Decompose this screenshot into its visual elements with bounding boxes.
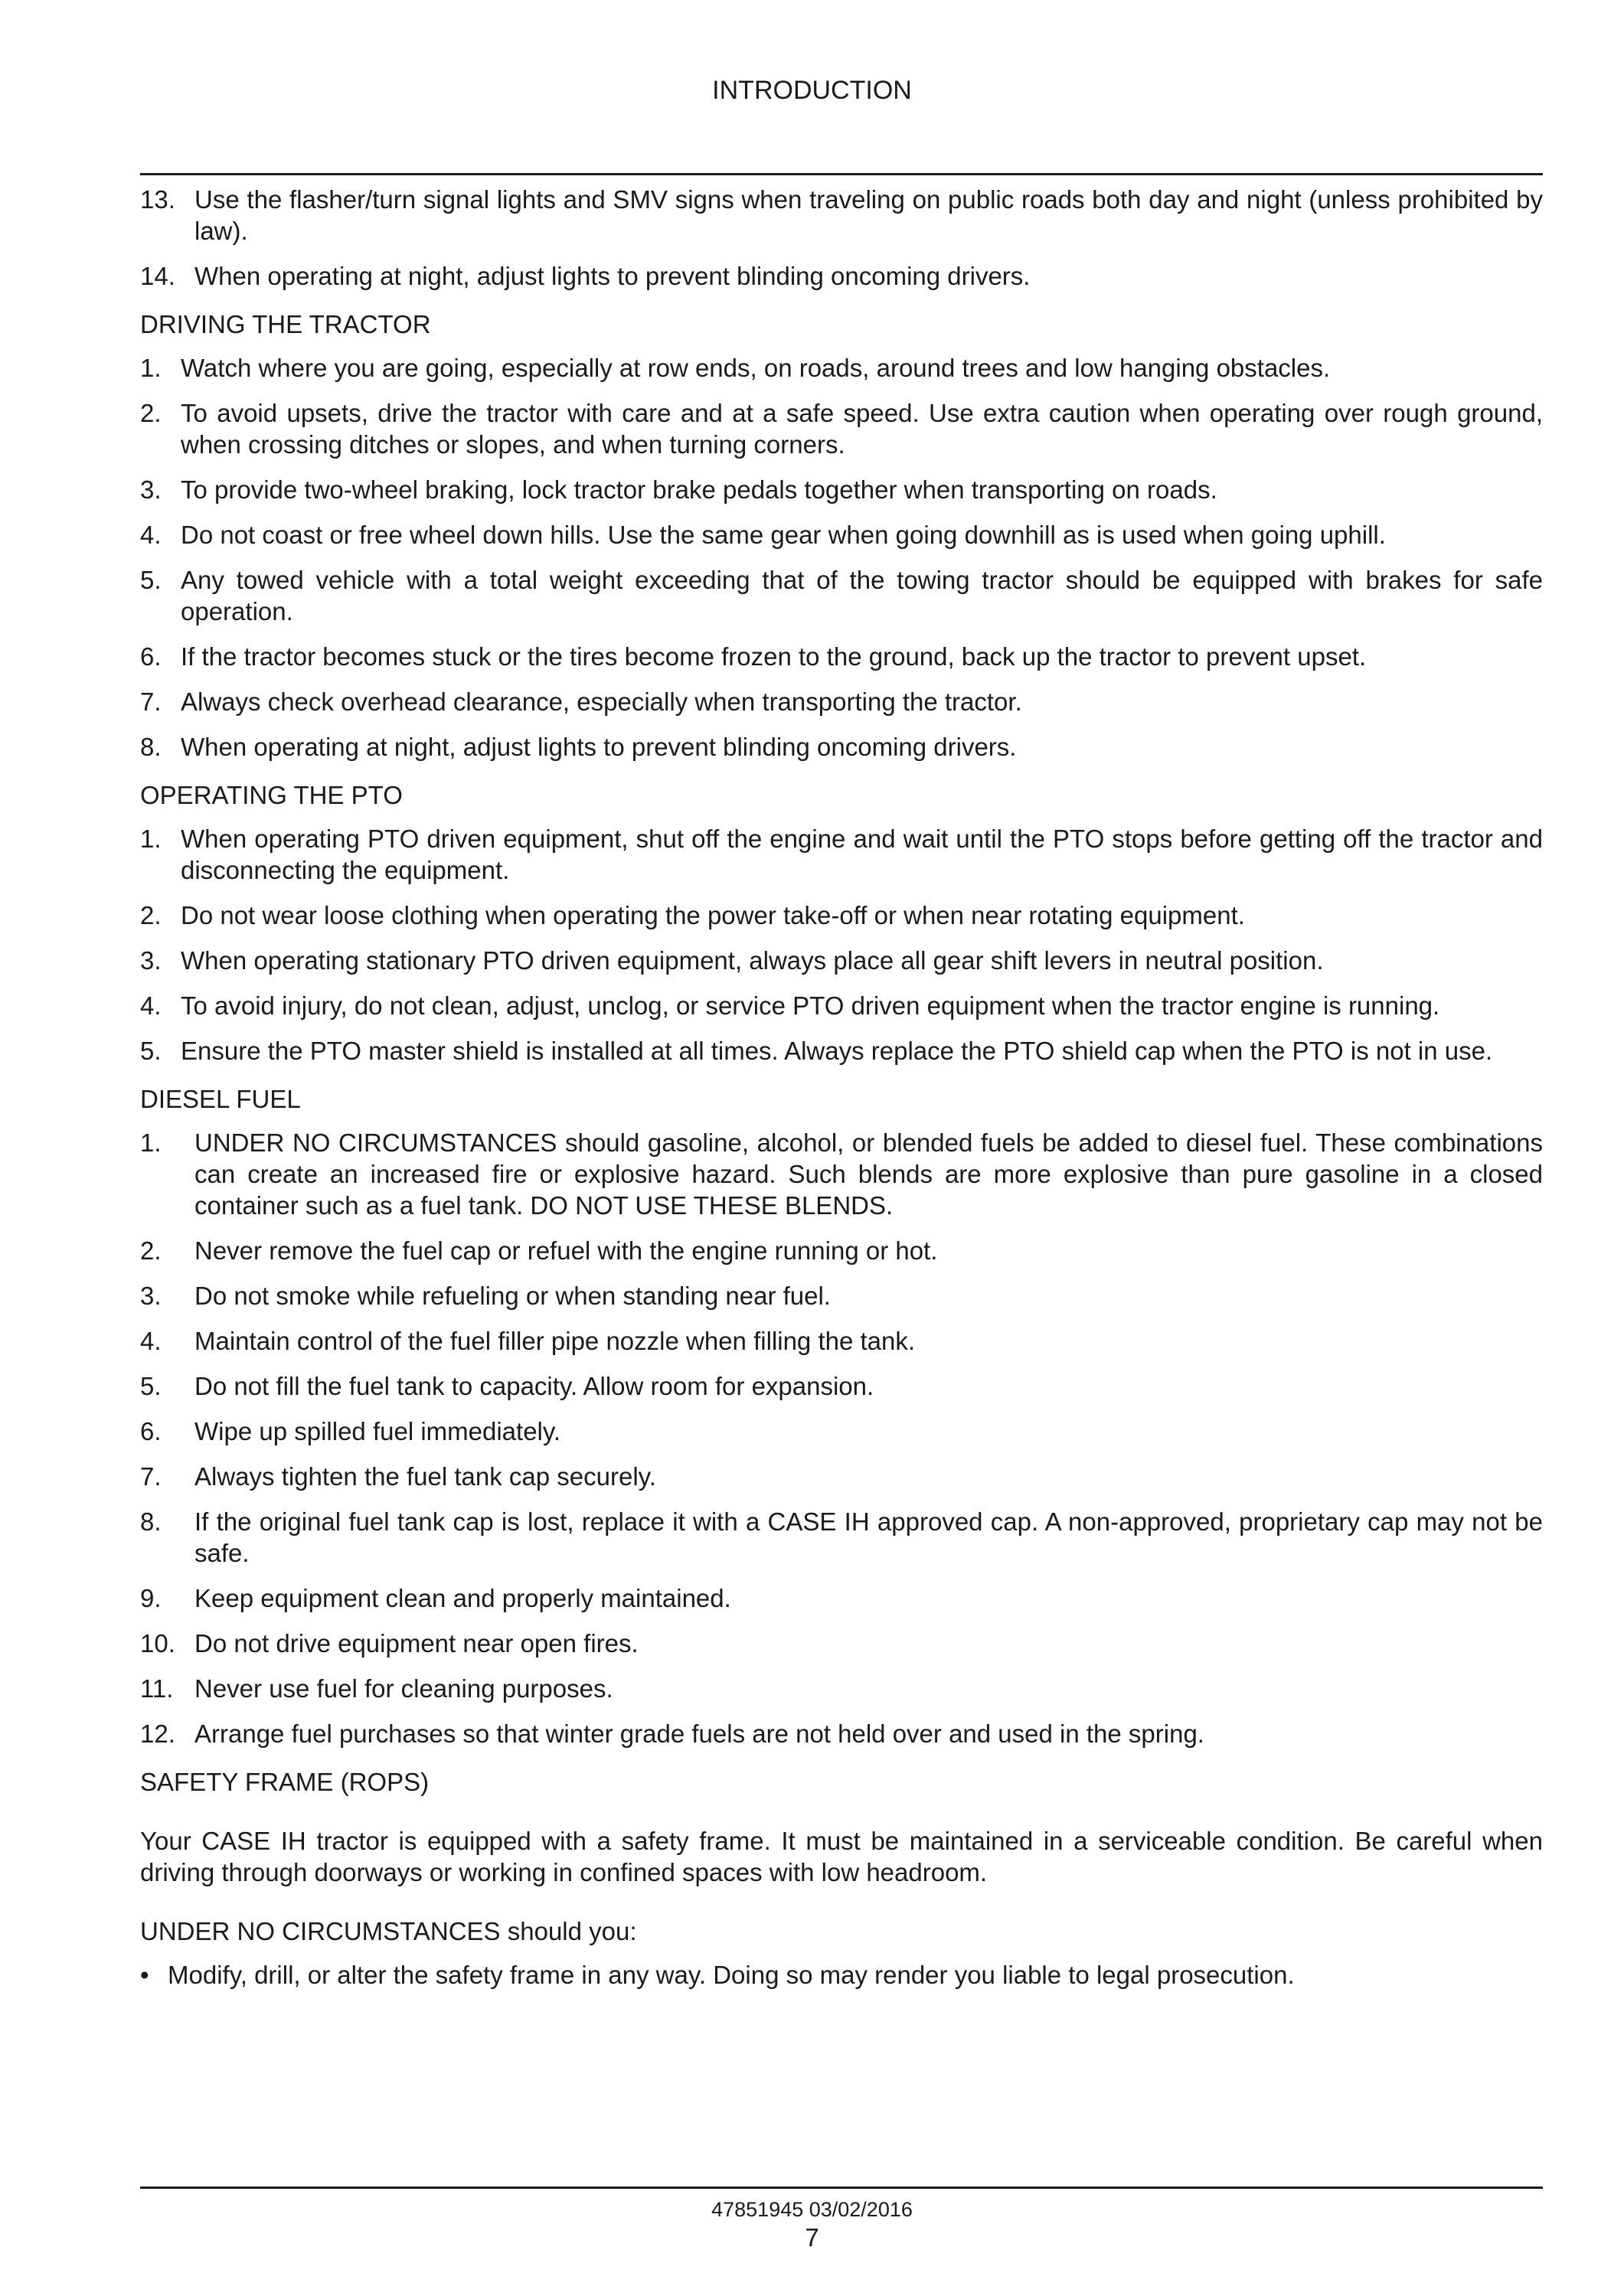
item-number: 10. [140,1629,175,1657]
item-text: If the tractor becomes stuck or the tires become frozen to the ground, back up the tractor to prevent upset. [181,642,1367,671]
item-number: 4. [140,521,162,549]
list-item [140,184,1543,247]
list-item [140,474,1543,505]
road-safety-list [140,184,1543,292]
list-item [140,260,1543,292]
item-text: Keep equipment clean and properly maintained. [194,1584,731,1612]
item-number: 5. [140,566,162,594]
item-text: If the original fuel tank cap is lost, replace it with a CASE IH approved cap. A non-approved, proprietary cap may not be safe. [194,1507,1543,1567]
item-text: Do not fill the fuel tank to capacity. Allow room for expansion. [194,1372,874,1400]
footer-rule [140,2187,1543,2189]
item-text: When operating stationary PTO driven equipment, always place all gear shift levers in neutral position. [181,946,1324,975]
rops-subheading: UNDER NO CIRCUMSTANCES should you: [140,1917,637,1945]
page-header-title: INTRODUCTION [712,76,912,105]
header-rule [140,173,1543,175]
item-number: 5. [140,1037,162,1065]
item-text: When operating at night, adjust lights to prevent blinding oncoming drivers. [194,262,1031,290]
section-heading-pto: OPERATING THE PTO [140,781,403,809]
page-content [140,184,1543,2004]
item-number: 2. [140,399,162,427]
item-text: Any towed vehicle with a total weight exceeding that of the towing tractor should be equipped with brakes for safe operation. [181,566,1543,625]
item-number: 5. [140,1372,162,1400]
list-item [140,519,1543,550]
item-text: To avoid injury, do not clean, adjust, unclog, or service PTO driven equipment when the tractor engine is running. [181,991,1440,1020]
item-number: 11. [140,1674,174,1703]
list-item [140,1506,1543,1569]
item-text: Ensure the PTO master shield is installed at all times. Always replace the PTO shield cap when the PTO is not in use. [181,1037,1493,1065]
item-number: 3. [140,946,162,975]
item-text: Do not smoke while refueling or when standing near fuel. [194,1282,831,1310]
item-text: To provide two-wheel braking, lock tractor brake pedals together when transporting on roads. [181,475,1217,504]
list-item [140,1370,1543,1402]
list-item [140,1582,1543,1614]
item-number: 7. [140,687,162,716]
section-heading-diesel: DIESEL FUEL [140,1085,301,1113]
list-item [140,1035,1543,1066]
section-heading-driving: DRIVING THE TRACTOR [140,310,431,338]
list-item [140,1235,1543,1266]
item-number: 2. [140,1236,162,1265]
list-item [140,1325,1543,1357]
item-number: 6. [140,1417,162,1445]
list-item [140,352,1543,384]
list-item [140,1416,1543,1447]
item-text: Do not wear loose clothing when operating the power take-off or when near rotating equipment. [181,901,1245,929]
list-item [140,641,1543,672]
item-number: 6. [140,642,162,671]
list-item [140,823,1543,886]
driving-list [140,352,1543,763]
item-text: Watch where you are going, especially at row ends, on roads, around trees and low hanging obstacles. [181,354,1331,382]
item-text: Modify, drill, or alter the safety frame in any way. Doing so may render you liable to legal prosecution. [168,1961,1295,1989]
list-item [140,945,1543,976]
item-text: Arrange fuel purchases so that winter grade fuels are not held over and used in the spring. [194,1720,1204,1748]
item-number: 4. [140,1327,162,1355]
item-number: 14. [140,262,175,290]
list-item [140,686,1543,717]
bullet-icon: • [140,1961,149,1989]
list-item [140,397,1543,460]
list-item [140,731,1543,763]
section-heading-rops: SAFETY FRAME (ROPS) [140,1768,430,1796]
item-text: Do not drive equipment near open fires. [194,1629,639,1657]
list-item [140,1280,1543,1311]
item-text: To avoid upsets, drive the tractor with care and at a safe speed. Use extra caution when operating over rough ground, when crossing ditches or slopes, and when turning corners. [181,399,1543,459]
item-text: Always tighten the fuel tank cap securely. [194,1462,656,1491]
list-item [140,1718,1543,1749]
list-item [140,990,1543,1021]
item-number: 12. [140,1720,175,1748]
item-text: Use the flasher/turn signal lights and SMV signs when traveling on public roads both day and night (unless prohibited by law). [194,185,1543,245]
item-text: Maintain control of the fuel filler pipe nozzle when filling the tank. [194,1327,916,1355]
list-item [140,1461,1543,1492]
item-text: Always check overhead clearance, especially when transporting the tractor. [181,687,1022,716]
item-text: Wipe up spilled fuel immediately. [194,1417,561,1445]
list-item [140,1673,1543,1704]
item-number: 1. [140,1128,162,1157]
item-text: Do not coast or free wheel down hills. Use the same gear when going downhill as is used when going uphill. [181,521,1386,549]
item-number: 2. [140,901,162,929]
item-number: 4. [140,991,162,1020]
item-number: 9. [140,1584,162,1612]
item-number: 3. [140,475,162,504]
item-number: 8. [140,733,162,761]
item-text: Never remove the fuel cap or refuel with the engine running or hot. [194,1236,938,1265]
item-number: 3. [140,1282,162,1310]
item-number: 8. [140,1507,162,1536]
pto-list [140,823,1543,1066]
item-number: 1. [140,354,162,382]
item-number: 13. [140,185,175,214]
list-item [140,564,1543,627]
item-text: When operating at night, adjust lights to prevent blinding oncoming drivers. [181,733,1017,761]
list-item [140,1959,1543,1991]
diesel-list [140,1127,1543,1749]
item-number: 1. [140,825,162,853]
list-item [140,1628,1543,1659]
rops-paragraph: Your CASE IH tractor is equipped with a safety frame. It must be maintained in a serviceable condition. Be careful when driving through doorways or working in confined spaces with low headroom. [140,1827,1543,1886]
list-item [140,900,1543,931]
item-text: UNDER NO CIRCUMSTANCES should gasoline, alcohol, or blended fuels be added to diesel fuel. These combinations can create an increased fire or explosive hazard. Such blends are more explosive than pure gasoline in a closed container such as a fuel tank. DO NOT USE THESE BLENDS. [194,1128,1543,1220]
list-item [140,1127,1543,1221]
item-number: 7. [140,1462,162,1491]
rops-bullet-list [140,1959,1543,1991]
document-code: 47851945 03/02/2016 [711,2198,913,2221]
page-number: 7 [805,2223,819,2252]
item-text: Never use fuel for cleaning purposes. [194,1674,613,1703]
item-text: When operating PTO driven equipment, shut off the engine and wait until the PTO stops before getting off the tractor and disconnecting the equipment. [181,825,1543,884]
